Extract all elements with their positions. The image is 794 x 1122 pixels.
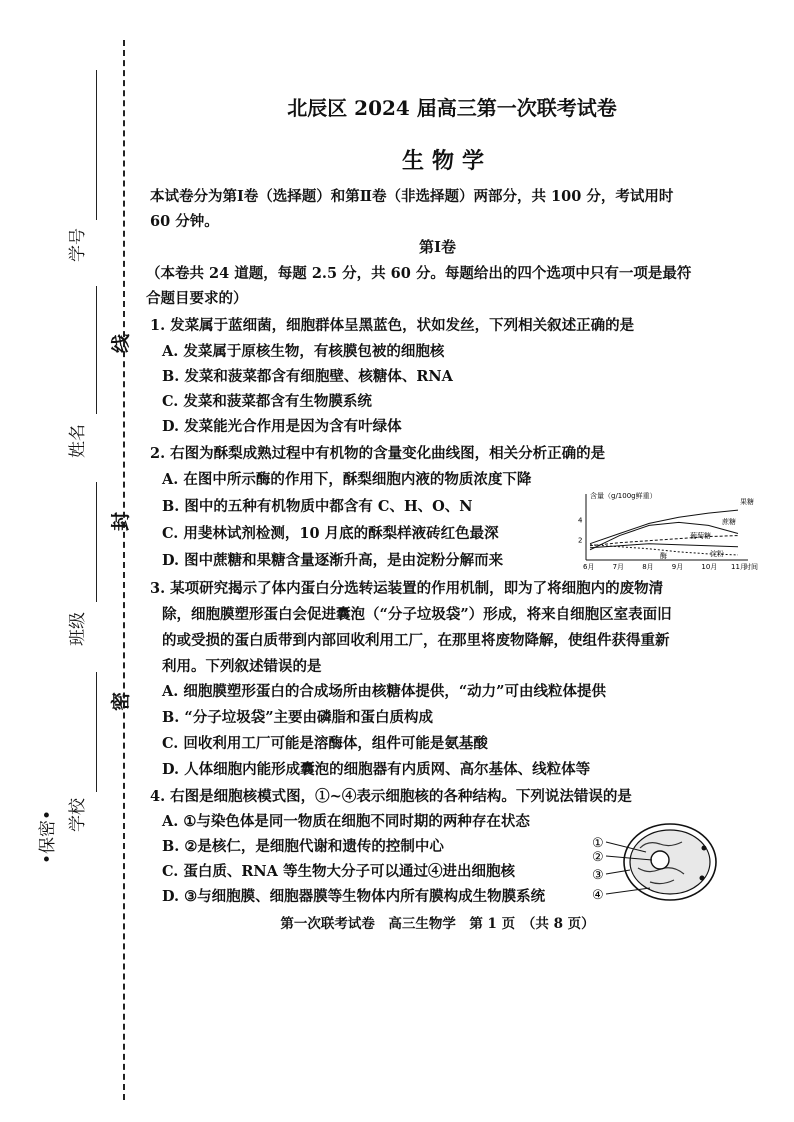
series-label: 酶	[660, 552, 667, 560]
name-underline	[96, 286, 97, 414]
seal-line-char: 线	[110, 333, 133, 354]
y-tick-label: 4	[578, 516, 583, 525]
x-tick-label: 8月	[642, 563, 654, 571]
question-3-stem-line-2: 除，细胞膜塑形蛋白会促进囊泡（“分子垃圾袋”）形成，将来自细胞区室表面旧	[162, 606, 672, 623]
question-1-option-b: B. 发菜和菠菜都含有细胞壁、核糖体、RNA	[162, 368, 453, 385]
seal-seal-char: 封	[110, 511, 133, 532]
question-1-option-c: C. 发菜和菠菜都含有生物膜系统	[162, 393, 372, 410]
question-3-stem-line-1: 3. 某项研究揭示了体内蛋白分选转运装置的作用机制，即为了将细胞内的废物清	[150, 580, 664, 597]
nucleus-label-4: ④	[592, 888, 604, 903]
nuclear-pore	[700, 876, 705, 881]
question-1-option-d: D. 发菜能光合作用是因为含有叶绿体	[162, 418, 402, 435]
question-4-option-c: C. 蛋白质、RNA 等生物大分子可以通过④进出细胞核	[162, 863, 515, 880]
section-desc-2: 合题目要求的）	[146, 290, 248, 307]
x-tick-label: 11月	[731, 563, 747, 571]
pear-content-chart	[572, 490, 762, 572]
nucleus-label-3: ③	[592, 868, 604, 883]
question-4-option-a: A. ①与染色体是同一物质在细胞不同时期的两种存在状态	[162, 813, 530, 830]
question-3-option-b: B. “分子垃圾袋”主要由磷脂和蛋白质构成	[162, 709, 434, 726]
confidential-label: •保密•	[38, 809, 58, 864]
name-label: 姓名	[68, 424, 88, 458]
nuclear-pore	[702, 846, 707, 851]
question-2-option-d: D. 图中蔗糖和果糖含量逐渐升高，是由淀粉分解而来	[162, 552, 504, 569]
question-4-stem: 4. 右图是细胞核模式图，①~④表示细胞核的各种结构。下列说法错误的是	[150, 788, 632, 805]
school-label: 学校	[68, 798, 88, 832]
nucleus-label-1: ①	[592, 836, 604, 851]
section-heading: 第Ⅰ卷	[418, 238, 457, 256]
question-2-stem: 2. 右图为酥梨成熟过程中有机物的含量变化曲线图，相关分析正确的是	[150, 445, 606, 462]
x-tick-label: 7月	[612, 563, 625, 571]
page-footer: 第一次联考试卷 高三生物学 第 1 页 （共 8 页）	[280, 916, 595, 932]
question-2-option-b: B. 图中的五种有机物质中都含有 C、H、O、N	[162, 498, 473, 515]
x-tick-label: 10月	[701, 563, 718, 571]
x-axis-label: 时间	[744, 563, 758, 571]
nucleus-label-2: ②	[592, 850, 604, 865]
intro-line-1: 本试卷分为第Ⅰ卷（选择题）和第Ⅱ卷（非选择题）两部分，共 100 分，考试用时	[150, 188, 674, 205]
school-underline	[96, 672, 97, 792]
x-tick-label: 6月	[583, 563, 595, 571]
question-4-option-b: B. ②是核仁，是细胞代谢和遗传的控制中心	[162, 838, 444, 855]
student-id-label: 学号	[68, 228, 88, 262]
class-underline	[96, 482, 97, 602]
nucleus-diagram	[590, 818, 720, 904]
y-tick-label: 2	[578, 536, 583, 545]
series-label: 果糖	[740, 498, 754, 506]
series-label: 葡萄糖	[690, 532, 711, 540]
series-label: 蔗糖	[722, 518, 736, 526]
nuclear-envelope-inner	[630, 830, 710, 894]
intro-line-2: 60 分钟。	[150, 213, 219, 230]
exam-title: 北辰区 2024 届高三第一次联考试卷	[287, 96, 617, 120]
question-3-option-a: A. 细胞膜塑形蛋白的合成场所由核糖体提供，“动力”可由线粒体提供	[162, 683, 607, 700]
binding-dashed-line	[123, 40, 125, 1100]
question-3-option-c: C. 回收利用工厂可能是溶酶体，组件可能是氨基酸	[162, 735, 488, 752]
question-3-stem-line-4: 利用。下列叙述错误的是	[162, 658, 322, 675]
series-label: 淀粉	[710, 550, 724, 558]
section-desc-1: （本卷共 24 道题，每题 2.5 分，共 60 分。每题给出的四个选项中只有一项是最符	[146, 265, 692, 282]
seal-secret-char: 密	[110, 691, 133, 712]
subject-title: 生物学	[401, 148, 492, 174]
class-label: 班级	[68, 612, 88, 646]
x-tick-label: 9月	[671, 563, 684, 571]
question-3-option-d: D. 人体细胞内能形成囊泡的细胞器有内质网、高尔基体、线粒体等	[162, 761, 591, 778]
question-3-stem-line-3: 的或受损的蛋白质带到内部回收利用工厂，在那里将废物降解，使组件获得重新	[162, 632, 670, 649]
question-2-option-a: A. 在图中所示酶的作用下，酥梨细胞内液的物质浓度下降	[162, 471, 532, 488]
y-axis-label: 含量（g/100g鲜重）	[590, 492, 657, 500]
question-4-option-d: D. ③与细胞膜、细胞器膜等生物体内所有膜构成生物膜系统	[162, 888, 546, 905]
question-1-option-a: A. 发菜属于原核生物，有核膜包被的细胞核	[162, 343, 445, 360]
question-1-stem: 1. 发菜属于蓝细菌，细胞群体呈黑蓝色，状如发丝，下列相关叙述正确的是	[150, 317, 635, 334]
question-2-option-c: C. 用斐林试剂检测，10 月底的酥梨样液砖红色最深	[162, 525, 499, 542]
series-line	[590, 544, 738, 548]
nucleolus	[651, 851, 669, 869]
